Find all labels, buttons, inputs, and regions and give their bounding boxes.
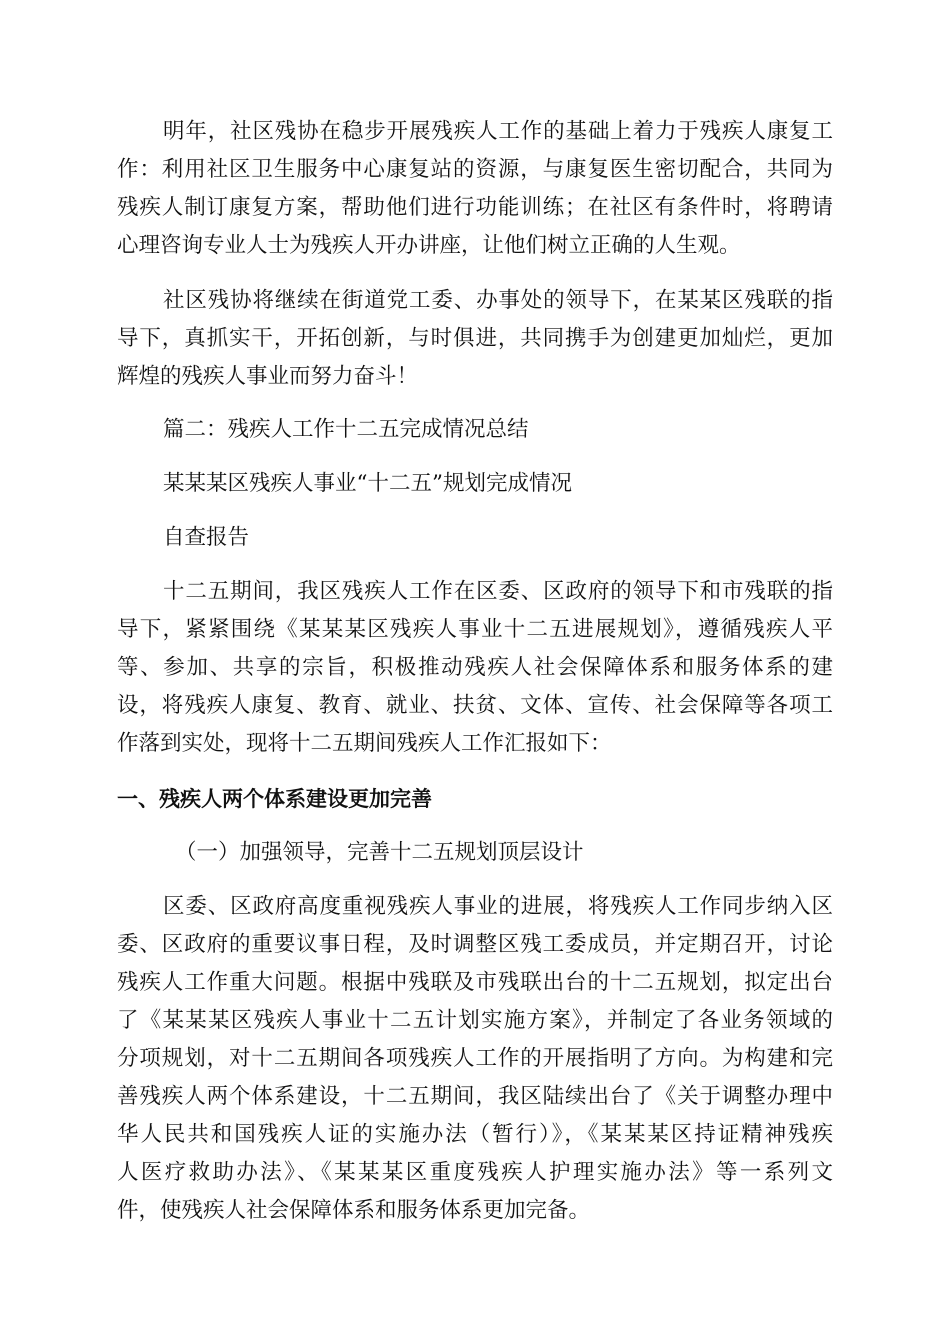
paragraph-4-line-4: 了《某某某区残疾人事业十二五计划实施方案》，并制定了各业务领域的 — [117, 1008, 833, 1033]
paragraph-3-line-4: 设，将残疾人康复、教育、就业、扶贫、文体、宣传、社会保障等各项工 — [117, 693, 833, 718]
report-subtitle: 自查报告 — [163, 525, 250, 550]
paragraph-4-line-2: 委、区政府的重要议事日程，及时调整区残工委成员，并定期召开，讨论 — [117, 932, 833, 957]
paragraph-3-line-2: 导下，紧紧围绕《某某某区残疾人事业十二五进展规划》，遵循残疾人平 — [117, 617, 833, 642]
paragraph-3-line-3: 等、参加、共享的宗旨，积极推动残疾人社会保障体系和服务体系的建 — [117, 655, 833, 680]
paragraph-4-line-7: 华人民共和国残疾人证的实施办法（暂行）》，《某某某区持证精神残疾 — [117, 1122, 833, 1147]
paragraph-4-line-9: 件，使残疾人社会保障体系和服务体系更加完备。 — [117, 1198, 591, 1223]
paragraph-1-line-3: 残疾人制订康复方案，帮助他们进行功能训练；在社区有条件时，将聘请 — [117, 195, 833, 220]
paragraph-4-line-5: 分项规划，对十二五期间各项残疾人工作的开展指明了方向。为构建和完 — [117, 1046, 833, 1071]
paragraph-1-line-1: 明年，社区残协在稳步开展残疾人工作的基础上着力于残疾人康复工 — [163, 119, 833, 144]
paragraph-3-line-1: 十二五期间，我区残疾人工作在区委、区政府的领导下和市残联的指 — [163, 579, 833, 604]
section-title: 篇二：残疾人工作十二五完成情况总结 — [163, 417, 529, 442]
paragraph-2-line-1: 社区残协将继续在街道党工委、办事处的领导下，在某某区残联的指 — [163, 288, 833, 313]
paragraph-1-line-4: 心理咨询专业人士为残疾人开办讲座，让他们树立正确的人生观。 — [117, 233, 741, 258]
paragraph-3-line-5: 作落到实处，现将十二五期间残疾人工作汇报如下： — [117, 731, 612, 756]
paragraph-2-line-3: 辉煌的残疾人事业而努力奋斗！ — [117, 364, 419, 389]
report-title: 某某某区残疾人事业“十二五”规划完成情况 — [163, 471, 572, 496]
subheading-1: （一）加强领导，完善十二五规划顶层设计 — [175, 840, 584, 865]
paragraph-4-line-3: 残疾人工作重大问题。根据中残联及市残联出台的十二五规划，拟定出台 — [117, 970, 833, 995]
heading-1: 一、残疾人两个体系建设更加完善 — [117, 787, 432, 811]
paragraph-2-line-2: 导下，真抓实干，开拓创新，与时俱进，共同携手为创建更加灿烂，更加 — [117, 326, 833, 351]
paragraph-4-line-8: 人医疗救助办法》、《某某某区重度残疾人护理实施办法》等一系列文 — [117, 1160, 833, 1185]
paragraph-1-line-2: 作：利用社区卫生服务中心康复站的资源，与康复医生密切配合，共同为 — [117, 157, 833, 182]
paragraph-4-line-6: 善残疾人两个体系建设，十二五期间，我区陆续出台了《关于调整办理中 — [117, 1084, 833, 1109]
paragraph-4-line-1: 区委、区政府高度重视残疾人事业的进展，将残疾人工作同步纳入区 — [163, 894, 833, 919]
